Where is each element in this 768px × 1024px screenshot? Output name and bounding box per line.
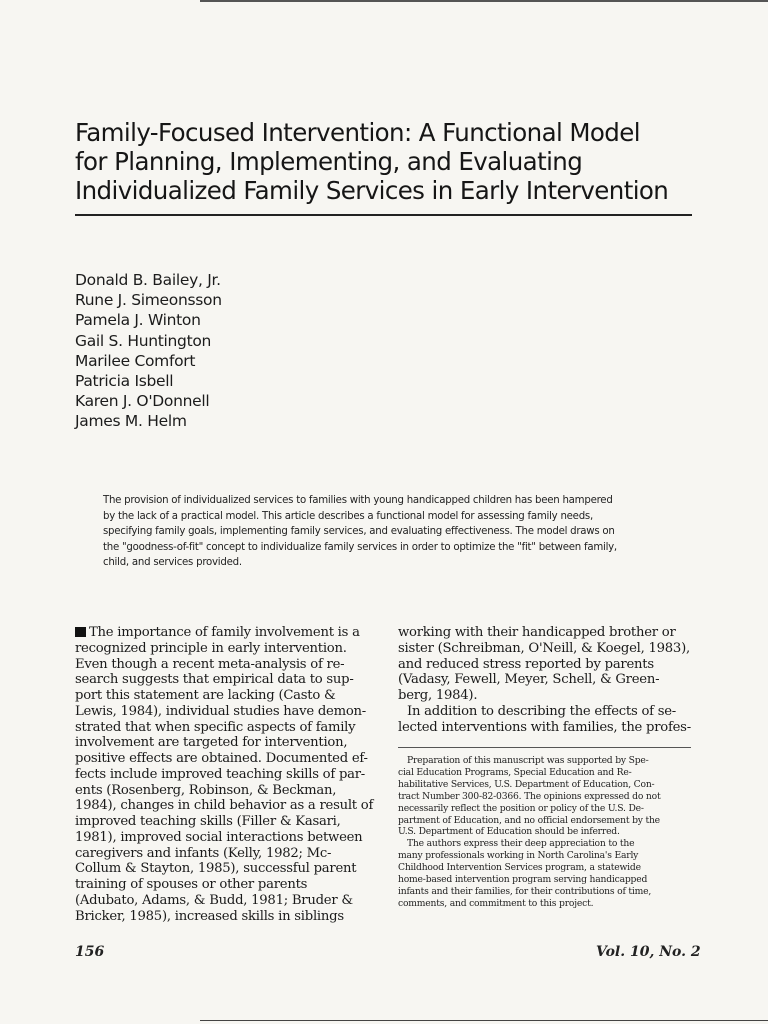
footnote-line: home-based intervention program serving handicapped <box>398 874 648 886</box>
body-line: training of spouses or other parents <box>75 877 308 892</box>
author-name: Marilee Comfort <box>75 351 196 370</box>
body-line-text: The importance of family involvement is a <box>89 625 360 640</box>
abstract-line: The provision of individualized services to families with young handicapped children has been hampered <box>103 495 613 506</box>
body-line: search suggests that empirical data to sup- <box>75 672 354 688</box>
title-line: for Planning, Implementing, and Evaluating <box>75 147 583 176</box>
footnote-line: U.S. Department of Education should be inferred. <box>398 826 620 838</box>
author-name: Patricia Isbell <box>75 372 174 391</box>
body-line: Collum & Stayton, 1985), successful parent <box>75 861 357 877</box>
footnote-line: partment of Education, and no official endorsement by the <box>398 814 660 826</box>
author-name: Gail S. Huntington <box>75 331 212 350</box>
footnote-line: habilitative Services, U.S. Department of Education, Con- <box>398 778 655 790</box>
body-line: lected interventions with families, the profes- <box>398 719 691 735</box>
body-line: sister (Schreibman, O'Neill, & Koegel, 1983), <box>398 640 690 656</box>
body-line-first <box>75 625 375 641</box>
abstract <box>103 493 703 571</box>
body-line: strated that when specific aspects of family <box>75 719 356 735</box>
body-line: port this statement are lacking (Casto & <box>75 688 336 703</box>
abstract-line: by the lack of a practical model. This article describes a functional model for assessing family needs, <box>103 510 593 522</box>
abstract-line: specifying family goals, implementing family services, and evaluating effectiveness. The model draws on <box>103 526 615 538</box>
author-name: Donald B. Bailey, Jr. <box>75 271 221 289</box>
footnote <box>398 755 694 910</box>
footnote-rule <box>398 747 691 748</box>
footnote-line: The authors express their deep appreciation to the <box>407 838 635 850</box>
title-line: Individualized Family Services in Early Intervention <box>75 176 669 205</box>
body-line: caregivers and infants (Kelly, 1982; Mc- <box>75 845 332 861</box>
title-line: Family-Focused Intervention: A Functional Model <box>75 118 640 147</box>
footnote-line: Childhood Intervention Services program, a statewide <box>398 862 641 874</box>
footnote-line: cial Education Programs, Special Education and Re- <box>398 766 632 778</box>
body-line: ents (Rosenberg, Robinson, & Beckman, <box>75 782 337 798</box>
body-line: In addition to describing the effects of se- <box>407 703 676 719</box>
abstract-line: child, and services provided. <box>103 557 242 569</box>
footnote-line: necessarily reflect the position or policy of the U.S. De- <box>398 802 644 814</box>
title-rule <box>75 214 692 216</box>
article-title <box>75 118 715 205</box>
scan-edge-top <box>200 0 768 2</box>
body-line: 1981), improved social interactions between <box>75 829 363 845</box>
scan-edge-bottom <box>200 1020 768 1021</box>
body-column-left <box>75 625 375 924</box>
footnote-line: infants and their families, for their contributions of time, <box>398 885 652 897</box>
body-line: recognized principle in early intervention. <box>75 640 347 656</box>
body-line: (Adubato, Adams, & Budd, 1981; Bruder & <box>75 892 353 908</box>
body-line: positive effects are obtained. Documented ef- <box>75 751 368 766</box>
author-list <box>75 270 222 432</box>
author-name: Rune J. Simeonsson <box>75 291 222 310</box>
body-line: 1984), changes in child behavior as a result of <box>75 798 374 814</box>
body-line: and reduced stress reported by parents <box>398 656 654 672</box>
footnote-line: comments, and commitment to this project. <box>398 897 594 909</box>
footnote-line: many professionals working in North Carolina's Early <box>398 850 639 862</box>
footnote-line: Preparation of this manuscript was supported by Spe- <box>407 755 649 766</box>
body-line: fects include improved teaching skills of par- <box>75 766 366 782</box>
body-line: involvement are targeted for intervention, <box>75 735 348 751</box>
body-line: (Vadasy, Fewell, Meyer, Schell, & Green- <box>398 672 660 688</box>
body-line: berg, 1984). <box>398 688 478 703</box>
volume-issue: Vol. 10, No. 2 <box>596 944 701 960</box>
footnote-line: tract Number 300-82-0366. The opinions expressed do not <box>398 790 661 802</box>
section-marker-square-icon <box>75 627 86 637</box>
author-name: Pamela J. Winton <box>75 311 201 330</box>
body-line: working with their handicapped brother or <box>398 625 676 640</box>
body-line: Lewis, 1984), individual studies have demon- <box>75 703 366 719</box>
body-column-right <box>398 625 696 735</box>
page-number: 156 <box>75 944 105 960</box>
abstract-line: the "goodness-of-fit" concept to individualize family services in order to optimize the "fit" between family, <box>103 541 617 553</box>
author-name: Karen J. O'Donnell <box>75 392 210 411</box>
body-line: improved teaching skills (Filler & Kasari, <box>75 814 341 829</box>
body-line: Even though a recent meta-analysis of re- <box>75 656 345 672</box>
author-name: James M. Helm <box>75 412 187 431</box>
body-line: Bricker, 1985), increased skills in siblings <box>75 908 344 924</box>
